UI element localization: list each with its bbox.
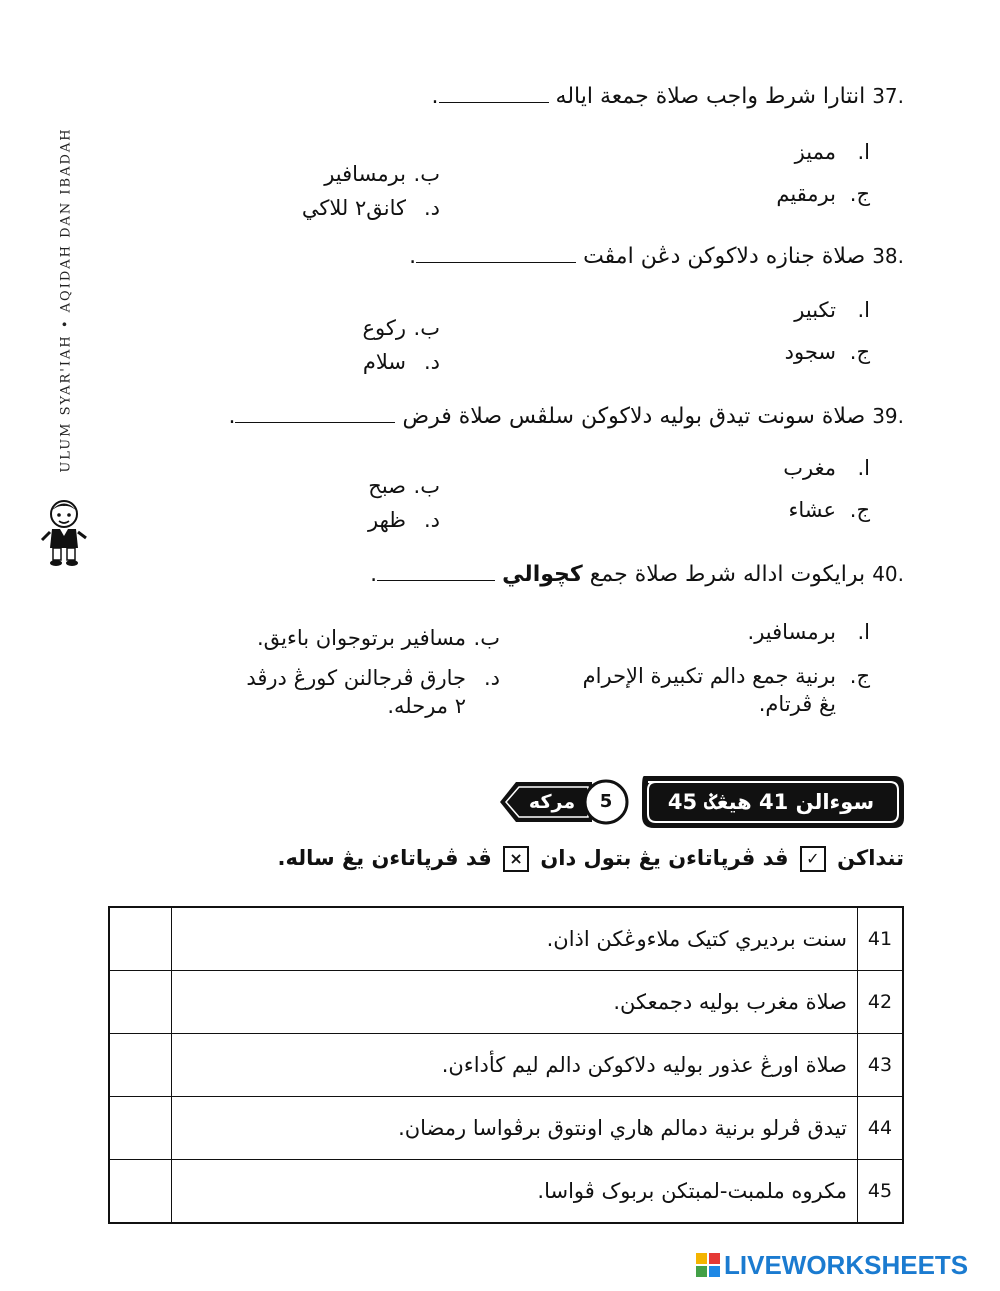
question-end: . [370, 562, 378, 587]
option-d[interactable]: د.جارق ڤرجالنن كورڠ درڤد ٢ مرحله. [246, 666, 500, 718]
option-a[interactable]: ا.مميز [794, 140, 870, 164]
question-text: برايكوت اداله شرط صلاة جمع [589, 562, 866, 587]
row-number: 42 [867, 991, 893, 1013]
question-emphasis: كچوالي [502, 562, 583, 587]
statement-cell: سنت برديري كتيک ملاءوڠکن اذان. [172, 908, 858, 970]
table-row [110, 971, 902, 1034]
statement-cell: صلاة اورڠ عذور بوليه دلاكوكن دالم ليم كأداءن. [172, 1034, 858, 1096]
spine-title [56, 100, 76, 500]
table-row [110, 1034, 902, 1097]
instruction-part2: ڤد ڤرپاتاءن يڠ بتول دان [540, 846, 789, 870]
question-stem [409, 244, 904, 269]
answer-blank[interactable] [377, 562, 495, 581]
option-c[interactable]: ج.برنية جمع دالم تكبيرة الإحرام يڠ ڤرتام. [582, 664, 870, 716]
option-b[interactable]: ب.ركوع [362, 316, 440, 340]
instruction-part1: تنداكن [837, 846, 904, 870]
question-end: . [431, 84, 439, 109]
cross-icon: × [503, 846, 529, 872]
option-d[interactable]: د.كانق٢ للاكي [301, 196, 440, 220]
statement-cell: تيدق ڤرلو برنية دمالم هاري اونتوق برڤواسا رمضان. [172, 1097, 858, 1159]
section-banner [496, 770, 906, 834]
option-c[interactable]: ج.برمقيم [776, 182, 870, 206]
statement-cell: صلاة مغرب بوليه دجمعكن. [172, 971, 858, 1033]
option-d[interactable]: د.سلام [362, 350, 440, 374]
answer-blank[interactable] [416, 244, 576, 263]
table-row [110, 1160, 902, 1223]
row-number: 45 [867, 1180, 893, 1202]
question-number: 39. [872, 404, 904, 428]
question-number: 40. [872, 562, 904, 586]
option-b[interactable]: ب.مسافير برتوجوان باءيق. [256, 626, 500, 650]
question-stem [432, 84, 904, 109]
table-row [110, 908, 902, 971]
question-end: . [409, 244, 417, 269]
answer-cell[interactable] [110, 908, 172, 970]
option-a[interactable]: ا.تكبير [794, 298, 870, 322]
option-c[interactable]: ج.سجود [784, 340, 870, 364]
option-b[interactable]: ب.برمسافير [324, 162, 440, 186]
logo-text: LIVEWORKSHEETS [724, 1250, 969, 1280]
liveworksheets-logo-icon [696, 1253, 720, 1277]
answer-cell[interactable] [110, 971, 172, 1033]
question-39 [228, 404, 904, 429]
instruction [278, 846, 904, 872]
option-d-line2: ٢ مرحله. [387, 694, 466, 718]
question-38 [409, 244, 904, 269]
option-a[interactable]: ا.مغرب [783, 456, 870, 480]
marks-number: 5 [599, 791, 613, 812]
question-number: 37. [872, 84, 904, 108]
marks-label: مركه [528, 791, 576, 813]
answer-blank[interactable] [439, 84, 549, 103]
option-c-line2: يڠ ڤرتام. [758, 692, 836, 716]
spine-text: ULUM SYAR'IAH • AQIDAH DAN IBADAH [58, 127, 74, 473]
answer-cell[interactable] [110, 1160, 172, 1223]
answer-cell[interactable] [110, 1034, 172, 1096]
answer-blank[interactable] [235, 404, 395, 423]
question-text: انتارا شرط واجب صلاة جمعة اياله [555, 84, 866, 109]
liveworksheets-logo[interactable] [696, 1250, 992, 1280]
student-mascot-icon [40, 496, 88, 568]
row-number: 44 [867, 1117, 893, 1139]
table-row [110, 1097, 902, 1160]
question-stem [370, 562, 904, 587]
option-c[interactable]: ج.عشاء [788, 498, 870, 522]
option-b[interactable]: ب.صبح [368, 474, 440, 498]
statement-cell: مكروه ملمبت-لمبتكن بربوک ڤواسا. [172, 1160, 858, 1223]
row-number: 41 [867, 928, 893, 950]
option-a[interactable]: ا.برمسافير. [747, 620, 870, 644]
row-number: 43 [867, 1054, 893, 1076]
instruction-part3: ڤد ڤرپاتاءن يڠ ساله. [277, 846, 492, 870]
question-end: . [228, 404, 236, 429]
question-number: 38. [872, 244, 904, 268]
question-stem [228, 404, 904, 429]
section-title: سوءالن 41 هيڠݢ 45 [667, 790, 875, 814]
question-text: صلاة سونت تيدق بوليه دلاكوكن سلڤس صلاة فرض [402, 404, 866, 429]
checkmark-icon: ✓ [800, 846, 826, 872]
question-40 [370, 562, 904, 587]
answer-cell[interactable] [110, 1097, 172, 1159]
true-false-table [108, 906, 904, 1224]
option-d[interactable]: د.ظهر [368, 508, 440, 532]
question-37 [432, 84, 904, 109]
question-text: صلاة جنازه دلاكوكن دڠن امڤت [583, 244, 866, 269]
